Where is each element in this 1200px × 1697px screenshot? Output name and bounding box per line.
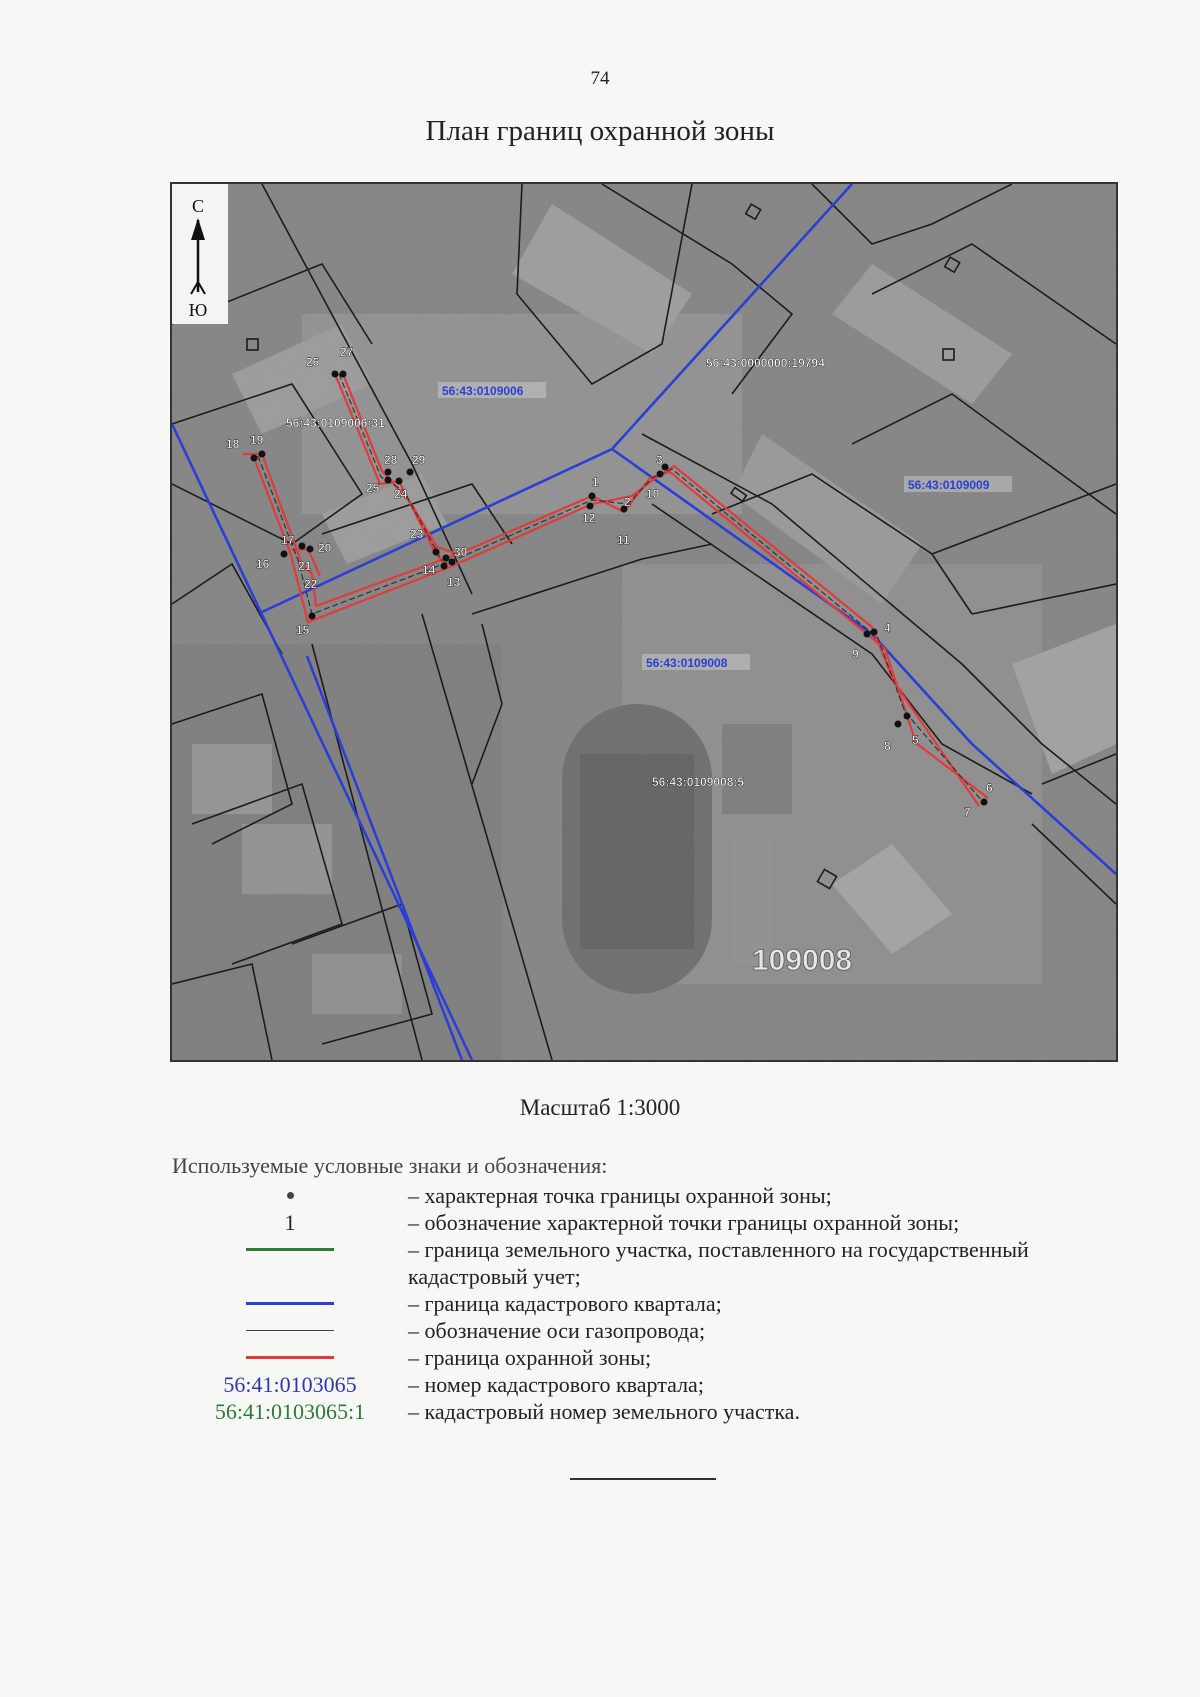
map-scale: Масштаб 1:3000: [519, 1095, 681, 1120]
legend-symbol-text: 56:41:0103065: [223, 1372, 357, 1397]
point-label: 17: [281, 533, 295, 547]
boundary-point: [396, 478, 403, 485]
red-line-symbol: [246, 1356, 334, 1359]
boundary-point: [871, 629, 878, 636]
point-label: 8: [884, 739, 891, 753]
point-symbol-icon: [287, 1192, 294, 1199]
legend-item-point-label: [172, 1209, 1122, 1236]
legend-text: – обозначение оси газопровода;: [408, 1318, 706, 1343]
point-label: 3: [656, 453, 663, 467]
point-label: 23: [410, 527, 424, 541]
legend-item-quarter-number: [172, 1371, 1122, 1398]
page-title: План границ охранной зоны: [425, 115, 775, 147]
point-label: 27: [340, 345, 354, 359]
point-label: 7: [964, 805, 971, 819]
compass: [172, 184, 228, 324]
blue-line-symbol: [246, 1302, 334, 1305]
boundary-point: [281, 551, 288, 558]
point-label: 20: [318, 541, 332, 555]
point-label: 16: [256, 557, 270, 571]
legend-text: – номер кадастрового квартала;: [408, 1372, 704, 1397]
page-number: 74: [590, 68, 610, 89]
point-label: 29: [412, 453, 426, 467]
boundary-point: [259, 451, 266, 458]
legend-item-parcel-boundary: [172, 1236, 1122, 1290]
point-label: 11: [617, 533, 630, 547]
cadastral-map: [170, 182, 1118, 1062]
legend-item-point: [172, 1182, 1122, 1209]
boundary-point: [299, 543, 306, 550]
legend-text: – кадастровый номер земельного участка.: [408, 1399, 800, 1424]
green-line-symbol: [246, 1248, 334, 1251]
point-label: 5: [912, 733, 919, 747]
boundary-point: [332, 371, 339, 378]
legend-item-parcel-number: [172, 1398, 1122, 1425]
boundary-point: [895, 721, 902, 728]
point-label: 2: [624, 495, 631, 509]
boundary-point: [385, 469, 392, 476]
point-label: 18: [226, 437, 240, 451]
boundary-point: [657, 471, 664, 478]
end-rule: [570, 1478, 716, 1480]
point-label: 10: [646, 487, 660, 501]
point-label: 1: [592, 475, 599, 489]
boundary-point: [407, 469, 414, 476]
legend-text: – граница кадастрового квартала;: [408, 1291, 722, 1316]
point-label: 14: [422, 563, 436, 577]
boundary-point: [587, 503, 594, 510]
parcel-number-label: 56:43:0109006:31: [286, 416, 385, 430]
map-canvas: [172, 184, 1116, 1060]
boundary-point: [441, 563, 448, 570]
boundary-point: [340, 371, 347, 378]
point-label: 4: [884, 621, 891, 635]
legend-text: – обозначение характерной точки границы охранной зоны;: [408, 1210, 960, 1235]
legend-item-quarter-boundary: [172, 1290, 1122, 1317]
legend-symbol-text: 1: [284, 1210, 296, 1235]
boundary-point: [385, 477, 392, 484]
legend-item-protection-zone: [172, 1344, 1122, 1371]
legend-heading: Используемые условные знаки и обозначения:: [172, 1153, 608, 1178]
boundary-point: [589, 493, 596, 500]
boundary-point: [449, 559, 456, 566]
quarter-number-label: 56:43:0109006: [442, 384, 524, 398]
compass-south-label: Ю: [188, 300, 208, 320]
boundary-point: [443, 555, 450, 562]
legend-text: – граница охранной зоны;: [408, 1345, 652, 1370]
boundary-point: [307, 546, 314, 553]
legend: [172, 1182, 1122, 1425]
point-label: 28: [384, 453, 398, 467]
point-label: 30: [454, 545, 468, 559]
map-sheet-watermark: 109008: [752, 944, 853, 977]
quarter-number-label: 56:43:0109009: [908, 478, 990, 492]
boundary-point: [904, 713, 911, 720]
boundary-point: [309, 613, 316, 620]
boundary-point: [433, 549, 440, 556]
boundary-point: [981, 799, 988, 806]
point-label: 12: [582, 511, 596, 525]
point-label: 6: [986, 781, 993, 795]
point-label: 21: [298, 559, 312, 573]
boundary-point: [864, 631, 871, 638]
boundary-point: [251, 455, 258, 462]
point-label: 19: [250, 433, 264, 447]
legend-text: – граница земельного участка, поставленного на государственный кадастровый учет;: [408, 1237, 1029, 1289]
point-label: 13: [447, 575, 461, 589]
black-line-symbol: [246, 1330, 334, 1331]
legend-text: – характерная точка границы охранной зоны;: [408, 1183, 832, 1208]
aerial-background: [172, 184, 1116, 1060]
legend-item-gas-axis: [172, 1317, 1122, 1344]
point-label: 15: [296, 623, 310, 637]
point-label: 22: [304, 577, 318, 591]
legend-symbol-text: 56:41:0103065:1: [214, 1399, 366, 1424]
point-label: 26: [306, 355, 320, 369]
point-label: 24: [394, 487, 408, 501]
point-label: 25: [366, 481, 380, 495]
parcel-number-label: 56:43:0109008:5: [652, 775, 745, 789]
quarter-number-label: 56:43:0109008: [646, 656, 728, 670]
point-label: 9: [852, 647, 859, 661]
parcel-number-label: 56:43:0000000:19794: [706, 356, 825, 370]
compass-north-label: С: [191, 196, 205, 216]
